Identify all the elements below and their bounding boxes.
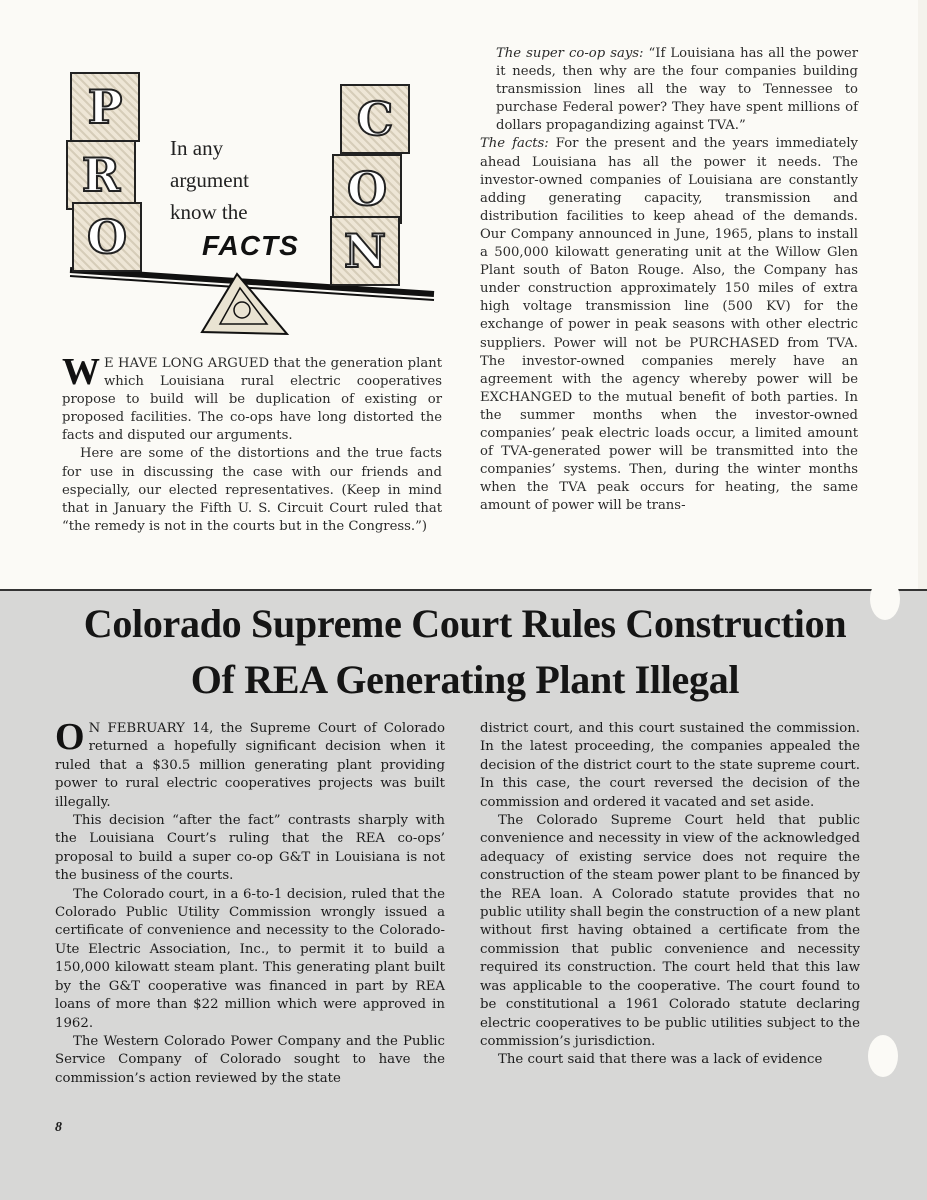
pro-block-p: P [70,72,140,142]
intro-paragraph-1: W E HAVE LONG ARGUED that the generation plant which Louisiana rural electric cooperatives propose to build will be duplication of existing or proposed facilities. The co-ops have long distorted the facts and disputed our arguments. [62,351,442,444]
article-headline [40,596,890,708]
dropcap: O [55,716,85,758]
article-paragraph: The Colorado Supreme Court held that public convenience and necessity in view of the acknowledged adequacy of existing service does not require the construction of the steam power plant to be financed by the REA loan. A Colorado statute provides that no public utility shall begin the construction of a new plant without first having obtained a certificate from the commission that public convenience and necessity required its construction. The court held that this law was applicable to the cooperative. The court found to be constitutional a 1961 Colorado statute declaring electric cooperatives to be public utilities subject to the commission’s jurisdiction. [480,813,860,1049]
caption-line: know the [170,200,248,224]
graphic-caption [170,132,249,228]
pro-block-o: O [72,202,142,272]
article-paragraph: district court, and this court sustained the commission. In the latest proceeding, the companies appealed the decision of the district court to the state supreme court. In this case, the court reversed the decision of the commission and ordered it vacated and set aside. [480,721,860,810]
article-paragraph: This decision “after the fact” contrasts sharply with the Louisiana Court’s ruling that the REA co-ops’ proposal to build a super co-op G&T in Louisiana is not the business of the courts. [55,813,445,884]
page-number: 8 [55,1120,62,1135]
article-paragraph: The Colorado court, in a 6-to-1 decision, ruled that the Colorado Public Utility Commission wrongly issued a certificate of convenience and necessity to the Colorado-Ute Electric Association, Inc., to permit it to build a 150,000 kilowatt steam plant. This generating plant built by the G&T cooperative was financed in part by REA loans of more than $22 million which were approved in 1962. [55,886,445,1031]
super-coop-quote: The super co-op says: “If Louisiana has all the power it needs, then why are the four companies building transmission lines all the way to Tennessee to purchase Federal power? They have spent millions of dollars propagandizing against TVA.” [496,46,858,134]
headline-line: Of REA Generating Plant Illegal [190,657,740,702]
con-block-c: C [340,84,410,154]
con-block-n: N [330,216,400,286]
facts-word: FACTS [202,230,299,261]
pro-block-r: R [66,140,136,210]
article-paragraph: The Western Colorado Power Company and the Public Service Company of Colorado sought to have the commission’s action reviewed by the state [55,1033,445,1086]
binder-hole [868,1035,898,1077]
intro-column [62,351,442,536]
facts-column [480,45,858,515]
article-paragraph: O N FEBRUARY 14, the Supreme Court of Colorado returned a hopefully significant decision when it ruled that a $30.5 million generating plant providing power to rural electric cooperatives projects was built illegally. [55,716,445,810]
divider-rule [0,589,927,591]
caption-line: In any [170,136,224,160]
dropcap: W [62,351,100,393]
facts-paragraph: The facts: For the present and the years immediately ahead Louisiana has all the power it needs. The investor-owned companies of Louisiana are constantly adding generating capacity, transmission and distribution facilities to keep ahead of the demands. Our Company announced in June, 1965, plans to install a 500,000 kilowatt generating unit at the Willow Glen Plant south of Baton Rouge. Also, the Company has under construction approximately 150 miles of extra high voltage transmission line (500 KV) for the exchange of power in peak seasons with other electric suppliers. Power will not be PURCHASED from TVA. The investor-owned companies merely have an agreement with the agency whereby power will be EXCHANGED to the mutual benefit of both parties. In the summer months when the investor-owned companies’ peak electric loads occur, a limited amount of TVA-generated power will be transmitted into the companies’ systems. Then, during the winter months when the TVA peak occurs for heating, the same amount of power will be trans- [480,136,858,514]
con-block-o: O [332,154,402,224]
headline-line: Colorado Supreme Court Rules Construction [83,601,847,646]
article-right-column [480,720,860,1070]
caption-line: argument [170,168,249,192]
article-paragraph: The court said that there was a lack of evidence [498,1052,823,1068]
intro-paragraph-2: Here are some of the distortions and the true facts for use in discussing the case with our friends and especially, our elected representatives. (Keep in mind that in January the Fifth U. S. Circuit Court ruled that “the remedy is not in the courts but in the Congress.”) [62,446,442,534]
pro-con-illustration [62,62,442,342]
article-left-column [55,716,445,1088]
